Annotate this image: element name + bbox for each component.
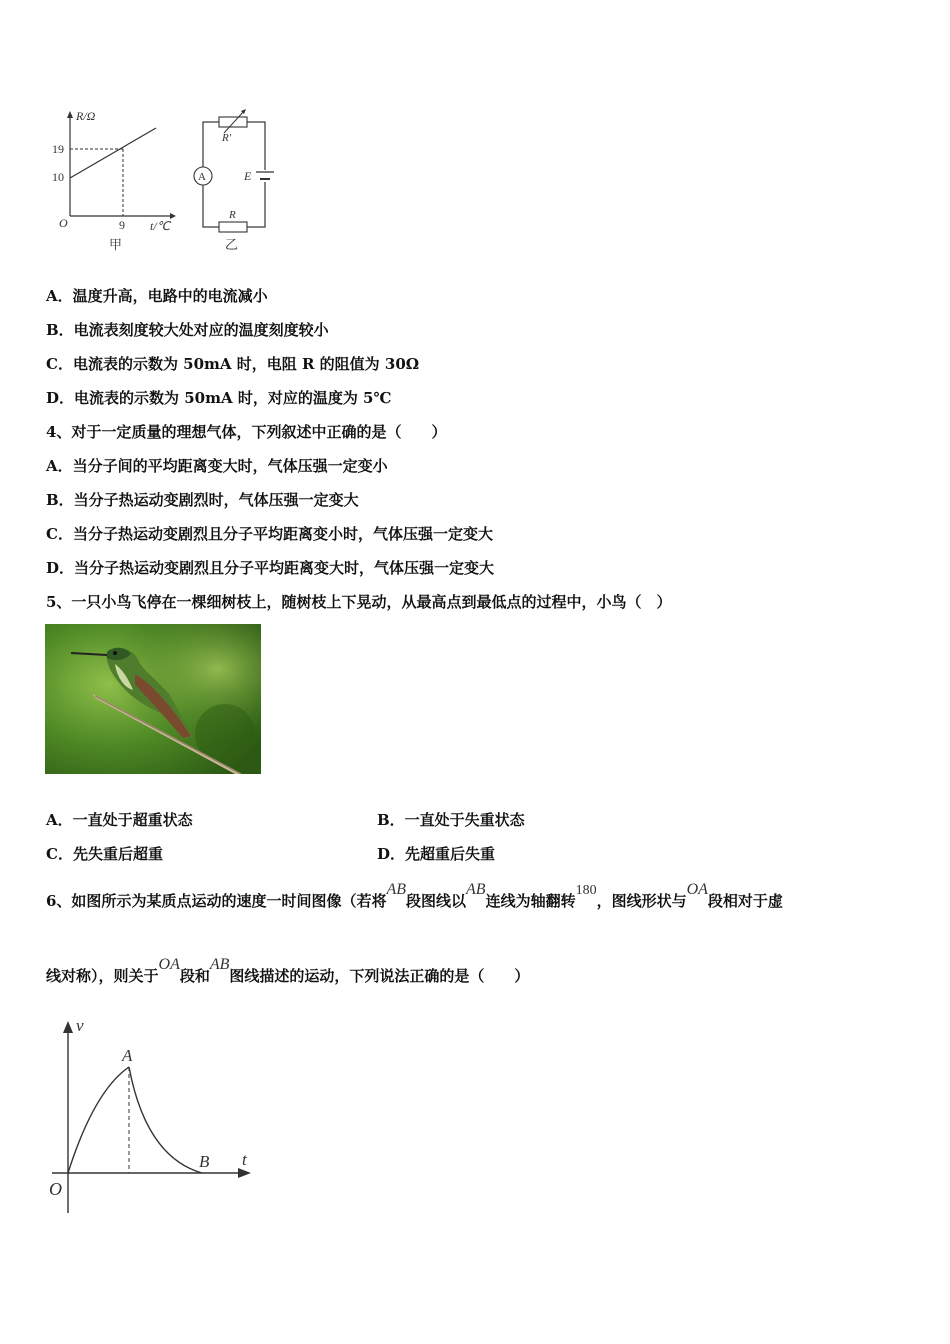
q6-text-1c: 连线为轴翻转	[485, 892, 576, 910]
q6-stem-line-2	[46, 956, 530, 987]
graph-tick-10: 10	[52, 170, 64, 184]
vt-v-label: v	[76, 1016, 84, 1035]
vt-t-label: t	[242, 1150, 247, 1169]
q5-stem: 5、一只小鸟飞停在一棵细树枝上，随树枝上下晃动，从最高点到最低点的过程中，小鸟（ ）	[46, 593, 672, 611]
vt-point-a: A	[122, 1046, 133, 1065]
q4-option-d: D．当分子热运动变剧烈且分子平均距离变大时，气体压强一定变大	[46, 559, 495, 577]
figure-graph-and-circuit-svg	[46, 108, 286, 258]
q6-text-1e: 段相对于虚	[707, 892, 783, 910]
source-label: E	[244, 169, 252, 183]
graph-caption: 甲	[109, 237, 123, 252]
rheostat-label: R′	[222, 132, 232, 144]
hummingbird-photo-svg	[45, 624, 261, 774]
q5-option-d: D．先超重后失重	[377, 845, 496, 863]
q6-math-ab-2: AB	[466, 881, 486, 898]
circuit-caption: 乙	[225, 237, 239, 252]
resistor-label: R	[229, 209, 236, 221]
q6-math-oa-2: OA	[158, 956, 180, 973]
q4-stem: 4、对于一定质量的理想气体，下列叙述中正确的是（ ）	[46, 423, 447, 441]
q6-math-ab-1: AB	[386, 881, 406, 898]
vt-x-arrow	[238, 1168, 251, 1178]
vt-origin: O	[49, 1179, 62, 1199]
q6-text-1a: 6、如图所示为某质点运动的速度一时间图像（若将	[46, 892, 387, 910]
hummingbird-photo	[45, 624, 261, 774]
figure-graph-and-circuit	[46, 108, 286, 258]
q3-option-c: C．电流表的示数为 50mA 时，电阻 R 的阻值为 30Ω	[46, 355, 420, 373]
vt-point-b: B	[199, 1152, 210, 1171]
figure-velocity-time	[46, 1015, 256, 1220]
graph-y-label: R/Ω	[76, 109, 96, 123]
q6-text-2b: 段和	[179, 967, 210, 985]
graph-tick-19: 19	[52, 142, 64, 156]
q6-stem-line-1	[46, 881, 783, 913]
q6-text-1d: ，图线形状与	[596, 892, 687, 910]
graph-x-label: t/℃	[150, 219, 171, 233]
q5-option-a: A．一直处于超重状态	[46, 811, 193, 829]
q3-option-a: A．温度升高，电路中的电流减小	[46, 287, 268, 305]
q6-math-ab-3: AB	[209, 956, 230, 973]
bird-eye	[113, 651, 117, 655]
graph-y-arrow	[67, 111, 73, 118]
q6-math-180: 180	[575, 883, 597, 898]
q6-text-1b: 段图线以	[406, 892, 467, 910]
resistor-symbol	[219, 222, 247, 232]
q4-option-b: B．当分子热运动变剧烈时，气体压强一定变大	[46, 491, 359, 509]
graph-origin: O	[59, 216, 68, 230]
q6-text-2a: 线对称），则关于	[46, 967, 159, 985]
vt-curve-oa	[68, 1067, 129, 1173]
rheostat-symbol	[219, 117, 247, 127]
q4-option-c: C．当分子热运动变剧烈且分子平均距离变小时，气体压强一定变大	[46, 525, 493, 543]
graph-line	[70, 128, 156, 178]
q6-math-oa-1: OA	[686, 881, 708, 898]
graph-x-arrow	[170, 213, 176, 219]
q6-text-2c: 图线描述的运动，下列说法正确的是（ ）	[229, 967, 530, 985]
q5-option-c: C．先失重后超重	[46, 845, 163, 863]
q3-option-d: D．电流表的示数为 50mA 时，对应的温度为 5℃	[46, 389, 392, 407]
q3-option-b: B．电流表刻度较大处对应的温度刻度较小	[46, 321, 329, 339]
q5-option-b: B．一直处于失重状态	[377, 811, 525, 829]
graph-tick-9: 9	[119, 218, 125, 232]
vt-curve-ab	[129, 1067, 202, 1173]
q4-option-a: A．当分子间的平均距离变大时，气体压强一定变小	[46, 457, 388, 475]
figure-velocity-time-svg	[46, 1015, 256, 1220]
ammeter-label: A	[198, 171, 206, 183]
vt-y-arrow	[63, 1021, 73, 1033]
